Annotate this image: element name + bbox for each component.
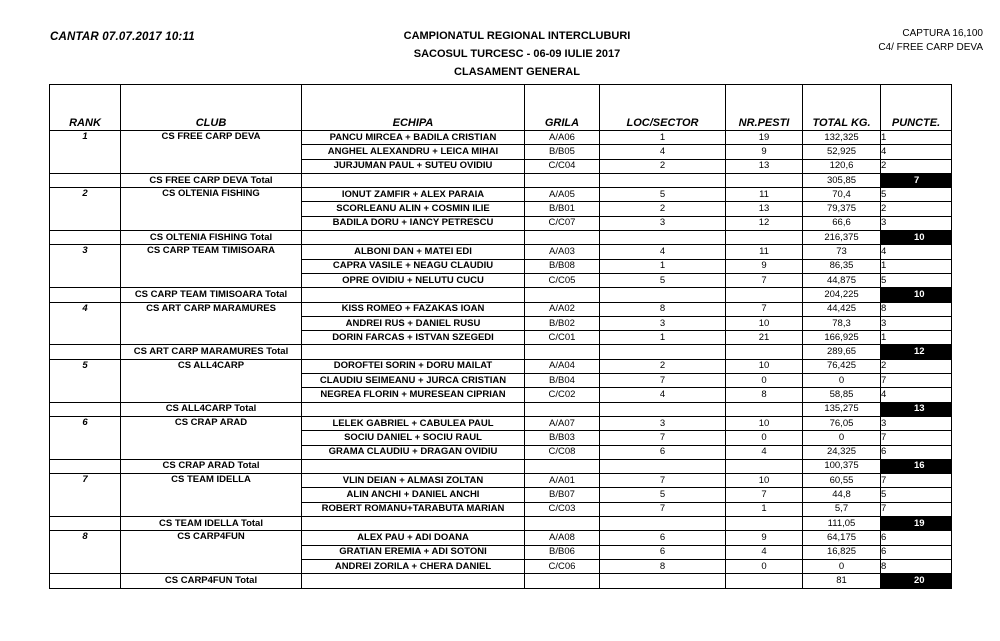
puncte-cell: 4 — [881, 388, 952, 402]
nr-pesti-cell: 19 — [726, 131, 803, 145]
rank-cell: 8 — [50, 531, 121, 574]
rank-blank-cell — [50, 288, 121, 302]
rank-blank-cell — [50, 173, 121, 187]
loc-sector-cell: 8 — [600, 302, 726, 316]
total-kg-cell: 66,6 — [803, 216, 881, 230]
total-blank-cell — [302, 402, 525, 416]
club-total-label: CS ART CARP MARAMURES Total — [121, 345, 302, 359]
total-blank-cell — [525, 173, 600, 187]
club-total-points: 12 — [881, 345, 952, 359]
team-cell: ANGHEL ALEXANDRU + LEICA MIHAI — [302, 145, 525, 159]
grila-cell: C/C07 — [525, 216, 600, 230]
rank-blank-cell — [50, 231, 121, 245]
loc-sector-cell: 1 — [600, 259, 726, 273]
nr-pesti-cell: 0 — [726, 559, 803, 573]
team-row — [50, 359, 952, 373]
col-header-grila: GRILA — [525, 85, 600, 131]
team-cell: JURJUMAN PAUL + SUTEU OVIDIU — [302, 159, 525, 173]
grila-cell: A/A05 — [525, 188, 600, 202]
nr-pesti-cell: 7 — [726, 302, 803, 316]
nr-pesti-cell: 7 — [726, 273, 803, 287]
loc-sector-cell: 5 — [600, 273, 726, 287]
record-catch-note — [878, 27, 983, 55]
loc-sector-cell: 2 — [600, 359, 726, 373]
col-header-club: CLUB — [121, 85, 302, 131]
puncte-cell: 3 — [881, 416, 952, 430]
total-blank-cell — [302, 231, 525, 245]
club-cell: CS ALL4CARP — [121, 359, 302, 402]
total-blank-cell — [600, 173, 726, 187]
puncte-cell: 1 — [881, 259, 952, 273]
club-cell: CS FREE CARP DEVA — [121, 131, 302, 174]
loc-sector-cell: 4 — [600, 245, 726, 259]
team-cell: IONUT ZAMFIR + ALEX PARAIA — [302, 188, 525, 202]
puncte-cell: 7 — [881, 431, 952, 445]
puncte-cell: 7 — [881, 374, 952, 388]
total-blank-cell — [525, 574, 600, 588]
total-kg-cell: 0 — [803, 431, 881, 445]
puncte-cell: 7 — [881, 502, 952, 516]
rank-cell: 4 — [50, 302, 121, 345]
loc-sector-cell: 7 — [600, 431, 726, 445]
loc-sector-cell: 7 — [600, 474, 726, 488]
team-cell: ALBONI DAN + MATEI EDI — [302, 245, 525, 259]
club-total-kg: 100,375 — [803, 459, 881, 473]
club-total-row — [50, 173, 952, 187]
rank-blank-cell — [50, 459, 121, 473]
rank-blank-cell — [50, 402, 121, 416]
club-total-points: 16 — [881, 459, 952, 473]
loc-sector-cell: 6 — [600, 531, 726, 545]
total-blank-cell — [525, 345, 600, 359]
total-kg-cell: 76,05 — [803, 416, 881, 430]
loc-sector-cell: 6 — [600, 545, 726, 559]
club-total-label: CS TEAM IDELLA Total — [121, 517, 302, 531]
nr-pesti-cell: 8 — [726, 388, 803, 402]
total-blank-cell — [302, 574, 525, 588]
rank-cell: 1 — [50, 131, 121, 174]
club-total-kg: 289,65 — [803, 345, 881, 359]
puncte-cell: 7 — [881, 474, 952, 488]
nr-pesti-cell: 12 — [726, 216, 803, 230]
puncte-cell: 4 — [881, 245, 952, 259]
total-kg-cell: 86,35 — [803, 259, 881, 273]
total-kg-cell: 0 — [803, 559, 881, 573]
team-cell: NEGREA FLORIN + MURESEAN CIPRIAN — [302, 388, 525, 402]
puncte-cell: 1 — [881, 131, 952, 145]
grila-cell: B/B01 — [525, 202, 600, 216]
club-cell: CS OLTENIA FISHING — [121, 188, 302, 231]
nr-pesti-cell: 10 — [726, 474, 803, 488]
nr-pesti-cell: 0 — [726, 374, 803, 388]
puncte-cell: 3 — [881, 316, 952, 330]
total-blank-cell — [302, 459, 525, 473]
col-header-loc-sector: LOC/SECTOR — [600, 85, 726, 131]
puncte-cell: 8 — [881, 302, 952, 316]
club-cell: CS TEAM IDELLA — [121, 474, 302, 517]
col-header-total-kg: TOTAL KG. — [803, 85, 881, 131]
loc-sector-cell: 1 — [600, 331, 726, 345]
document-title — [0, 27, 1000, 81]
standings-body — [50, 131, 952, 589]
total-kg-cell: 64,175 — [803, 531, 881, 545]
total-blank-cell — [600, 517, 726, 531]
team-cell: KISS ROMEO + FAZAKAS IOAN — [302, 302, 525, 316]
total-kg-cell: 44,8 — [803, 488, 881, 502]
nr-pesti-cell: 1 — [726, 502, 803, 516]
puncte-cell: 5 — [881, 188, 952, 202]
club-total-points: 10 — [881, 288, 952, 302]
total-kg-cell: 58,85 — [803, 388, 881, 402]
team-cell: ANDREI ZORILA + CHERA DANIEL — [302, 559, 525, 573]
rank-blank-cell — [50, 574, 121, 588]
total-kg-cell: 78,3 — [803, 316, 881, 330]
total-blank-cell — [726, 459, 803, 473]
puncte-cell: 2 — [881, 202, 952, 216]
nr-pesti-cell: 11 — [726, 188, 803, 202]
title-line-3: CLASAMENT GENERAL — [454, 66, 580, 78]
team-cell: SOCIU DANIEL + SOCIU RAUL — [302, 431, 525, 445]
team-cell: CLAUDIU SEIMEANU + JURCA CRISTIAN — [302, 374, 525, 388]
total-blank-cell — [302, 345, 525, 359]
nr-pesti-cell: 10 — [726, 359, 803, 373]
standings-table — [49, 84, 952, 589]
total-kg-cell: 52,925 — [803, 145, 881, 159]
total-kg-cell: 60,55 — [803, 474, 881, 488]
total-kg-cell: 120,6 — [803, 159, 881, 173]
club-cell: CS CARP TEAM TIMISOARA — [121, 245, 302, 288]
nr-pesti-cell: 0 — [726, 431, 803, 445]
total-kg-cell: 44,875 — [803, 273, 881, 287]
club-total-points: 19 — [881, 517, 952, 531]
puncte-cell: 5 — [881, 488, 952, 502]
nr-pesti-cell: 11 — [726, 245, 803, 259]
total-blank-cell — [726, 173, 803, 187]
team-cell: BADILA DORU + IANCY PETRESCU — [302, 216, 525, 230]
loc-sector-cell: 8 — [600, 559, 726, 573]
team-cell: ALEX PAU + ADI DOANA — [302, 531, 525, 545]
club-total-kg: 216,375 — [803, 231, 881, 245]
club-total-kg: 111,05 — [803, 517, 881, 531]
grila-cell: B/B02 — [525, 316, 600, 330]
nr-pesti-cell: 21 — [726, 331, 803, 345]
club-total-kg: 204,225 — [803, 288, 881, 302]
team-row — [50, 474, 952, 488]
rank-blank-cell — [50, 517, 121, 531]
club-total-label: CS ALL4CARP Total — [121, 402, 302, 416]
puncte-cell: 6 — [881, 531, 952, 545]
puncte-cell: 8 — [881, 559, 952, 573]
scale-timestamp: CANTAR 07.07.2017 10:11 — [50, 31, 195, 43]
total-blank-cell — [600, 288, 726, 302]
total-blank-cell — [726, 574, 803, 588]
team-row — [50, 302, 952, 316]
club-total-row — [50, 574, 952, 588]
puncte-cell: 1 — [881, 331, 952, 345]
rank-blank-cell — [50, 345, 121, 359]
total-blank-cell — [600, 231, 726, 245]
loc-sector-cell: 4 — [600, 388, 726, 402]
nr-pesti-cell: 10 — [726, 416, 803, 430]
grila-cell: B/B05 — [525, 145, 600, 159]
nr-pesti-cell: 4 — [726, 445, 803, 459]
club-cell: CS ART CARP MARAMURES — [121, 302, 302, 345]
total-blank-cell — [525, 402, 600, 416]
club-total-label: CS FREE CARP DEVA Total — [121, 173, 302, 187]
puncte-cell: 5 — [881, 273, 952, 287]
grila-cell: B/B08 — [525, 259, 600, 273]
total-blank-cell — [525, 517, 600, 531]
total-kg-cell: 0 — [803, 374, 881, 388]
loc-sector-cell: 3 — [600, 216, 726, 230]
club-cell: CS CARP4FUN — [121, 531, 302, 574]
team-cell: CAPRA VASILE + NEAGU CLAUDIU — [302, 259, 525, 273]
puncte-cell: 2 — [881, 359, 952, 373]
loc-sector-cell: 2 — [600, 202, 726, 216]
total-kg-cell: 5,7 — [803, 502, 881, 516]
total-blank-cell — [726, 231, 803, 245]
team-row — [50, 245, 952, 259]
grila-cell: C/C04 — [525, 159, 600, 173]
loc-sector-cell: 3 — [600, 316, 726, 330]
total-kg-cell: 70,4 — [803, 188, 881, 202]
team-cell: SCORLEANU ALIN + COSMIN ILIE — [302, 202, 525, 216]
record-catch-weight: CAPTURA 16,100 — [902, 28, 983, 39]
col-header-nr-pesti: NR.PESTI — [726, 85, 803, 131]
puncte-cell: 4 — [881, 145, 952, 159]
total-blank-cell — [302, 288, 525, 302]
club-total-row — [50, 459, 952, 473]
club-cell: CS CRAP ARAD — [121, 416, 302, 459]
club-total-row — [50, 288, 952, 302]
nr-pesti-cell: 9 — [726, 531, 803, 545]
puncte-cell: 6 — [881, 445, 952, 459]
grila-cell: B/B07 — [525, 488, 600, 502]
team-row — [50, 531, 952, 545]
team-cell: LELEK GABRIEL + CABULEA PAUL — [302, 416, 525, 430]
club-total-kg: 135,275 — [803, 402, 881, 416]
club-total-label: CS CRAP ARAD Total — [121, 459, 302, 473]
team-cell: GRAMA CLAUDIU + DRAGAN OVIDIU — [302, 445, 525, 459]
total-kg-cell: 76,425 — [803, 359, 881, 373]
club-total-kg: 305,85 — [803, 173, 881, 187]
club-total-row — [50, 517, 952, 531]
total-blank-cell — [600, 402, 726, 416]
team-cell: PANCU MIRCEA + BADILA CRISTIAN — [302, 131, 525, 145]
rank-cell: 2 — [50, 188, 121, 231]
grila-cell: A/A02 — [525, 302, 600, 316]
grila-cell: C/C01 — [525, 331, 600, 345]
loc-sector-cell: 2 — [600, 159, 726, 173]
total-blank-cell — [525, 231, 600, 245]
loc-sector-cell: 1 — [600, 131, 726, 145]
col-header-rank: RANK — [50, 85, 121, 131]
grila-cell: A/A03 — [525, 245, 600, 259]
club-total-row — [50, 345, 952, 359]
grila-cell: C/C02 — [525, 388, 600, 402]
total-blank-cell — [600, 459, 726, 473]
grila-cell: B/B04 — [525, 374, 600, 388]
team-cell: ALIN ANCHI + DANIEL ANCHI — [302, 488, 525, 502]
col-header-echipa: ECHIPA — [302, 85, 525, 131]
loc-sector-cell: 4 — [600, 145, 726, 159]
total-kg-cell: 16,825 — [803, 545, 881, 559]
total-blank-cell — [726, 345, 803, 359]
total-kg-cell: 132,325 — [803, 131, 881, 145]
team-cell: GRATIAN EREMIA + ADI SOTONI — [302, 545, 525, 559]
grila-cell: A/A07 — [525, 416, 600, 430]
club-total-points: 10 — [881, 231, 952, 245]
total-blank-cell — [726, 288, 803, 302]
team-cell: VLIN DEIAN + ALMASI ZOLTAN — [302, 474, 525, 488]
team-cell: DOROFTEI SORIN + DORU MAILAT — [302, 359, 525, 373]
nr-pesti-cell: 4 — [726, 545, 803, 559]
loc-sector-cell: 6 — [600, 445, 726, 459]
col-header-puncte: PUNCTE. — [881, 85, 952, 131]
total-kg-cell: 166,925 — [803, 331, 881, 345]
nr-pesti-cell: 9 — [726, 259, 803, 273]
puncte-cell: 6 — [881, 545, 952, 559]
rank-cell: 6 — [50, 416, 121, 459]
total-kg-cell: 44,425 — [803, 302, 881, 316]
puncte-cell: 3 — [881, 216, 952, 230]
total-blank-cell — [302, 173, 525, 187]
grila-cell: C/C03 — [525, 502, 600, 516]
rank-cell: 5 — [50, 359, 121, 402]
loc-sector-cell: 7 — [600, 502, 726, 516]
grila-cell: A/A08 — [525, 531, 600, 545]
grila-cell: A/A01 — [525, 474, 600, 488]
team-cell: ROBERT ROMANU+TARABUTA MARIAN — [302, 502, 525, 516]
grila-cell: A/A06 — [525, 131, 600, 145]
club-total-points: 20 — [881, 574, 952, 588]
total-kg-cell: 24,325 — [803, 445, 881, 459]
club-total-label: CS CARP TEAM TIMISOARA Total — [121, 288, 302, 302]
grila-cell: C/C05 — [525, 273, 600, 287]
nr-pesti-cell: 13 — [726, 159, 803, 173]
rank-cell: 3 — [50, 245, 121, 288]
nr-pesti-cell: 10 — [726, 316, 803, 330]
club-total-label: CS CARP4FUN Total — [121, 574, 302, 588]
team-row — [50, 131, 952, 145]
title-line-1: CAMPIONATUL REGIONAL INTERCLUBURI — [403, 30, 631, 42]
loc-sector-cell: 5 — [600, 488, 726, 502]
team-cell: DORIN FARCAS + ISTVAN SZEGEDI — [302, 331, 525, 345]
club-total-label: CS OLTENIA FISHING Total — [121, 231, 302, 245]
total-blank-cell — [726, 517, 803, 531]
loc-sector-cell: 7 — [600, 374, 726, 388]
team-cell: ANDREI RUS + DANIEL RUSU — [302, 316, 525, 330]
total-kg-cell: 73 — [803, 245, 881, 259]
grila-cell: A/A04 — [525, 359, 600, 373]
team-cell: OPRE OVIDIU + NELUTU CUCU — [302, 273, 525, 287]
club-total-row — [50, 402, 952, 416]
loc-sector-cell: 3 — [600, 416, 726, 430]
nr-pesti-cell: 13 — [726, 202, 803, 216]
total-blank-cell — [600, 345, 726, 359]
nr-pesti-cell: 9 — [726, 145, 803, 159]
club-total-points: 13 — [881, 402, 952, 416]
grila-cell: B/B06 — [525, 545, 600, 559]
header-row — [50, 85, 952, 131]
total-blank-cell — [726, 402, 803, 416]
total-blank-cell — [302, 517, 525, 531]
total-kg-cell: 79,375 — [803, 202, 881, 216]
loc-sector-cell: 5 — [600, 188, 726, 202]
grila-cell: C/C08 — [525, 445, 600, 459]
team-row — [50, 416, 952, 430]
title-line-2: SACOSUL TURCESC - 06-09 IULIE 2017 — [413, 48, 621, 60]
club-total-row — [50, 231, 952, 245]
puncte-cell: 2 — [881, 159, 952, 173]
grila-cell: C/C06 — [525, 559, 600, 573]
nr-pesti-cell: 7 — [726, 488, 803, 502]
club-total-kg: 81 — [803, 574, 881, 588]
total-blank-cell — [525, 459, 600, 473]
rank-cell: 7 — [50, 474, 121, 517]
grila-cell: B/B03 — [525, 431, 600, 445]
total-blank-cell — [600, 574, 726, 588]
club-total-points: 7 — [881, 173, 952, 187]
record-catch-sector: C4/ FREE CARP DEVA — [878, 42, 983, 53]
total-blank-cell — [525, 288, 600, 302]
team-row — [50, 188, 952, 202]
